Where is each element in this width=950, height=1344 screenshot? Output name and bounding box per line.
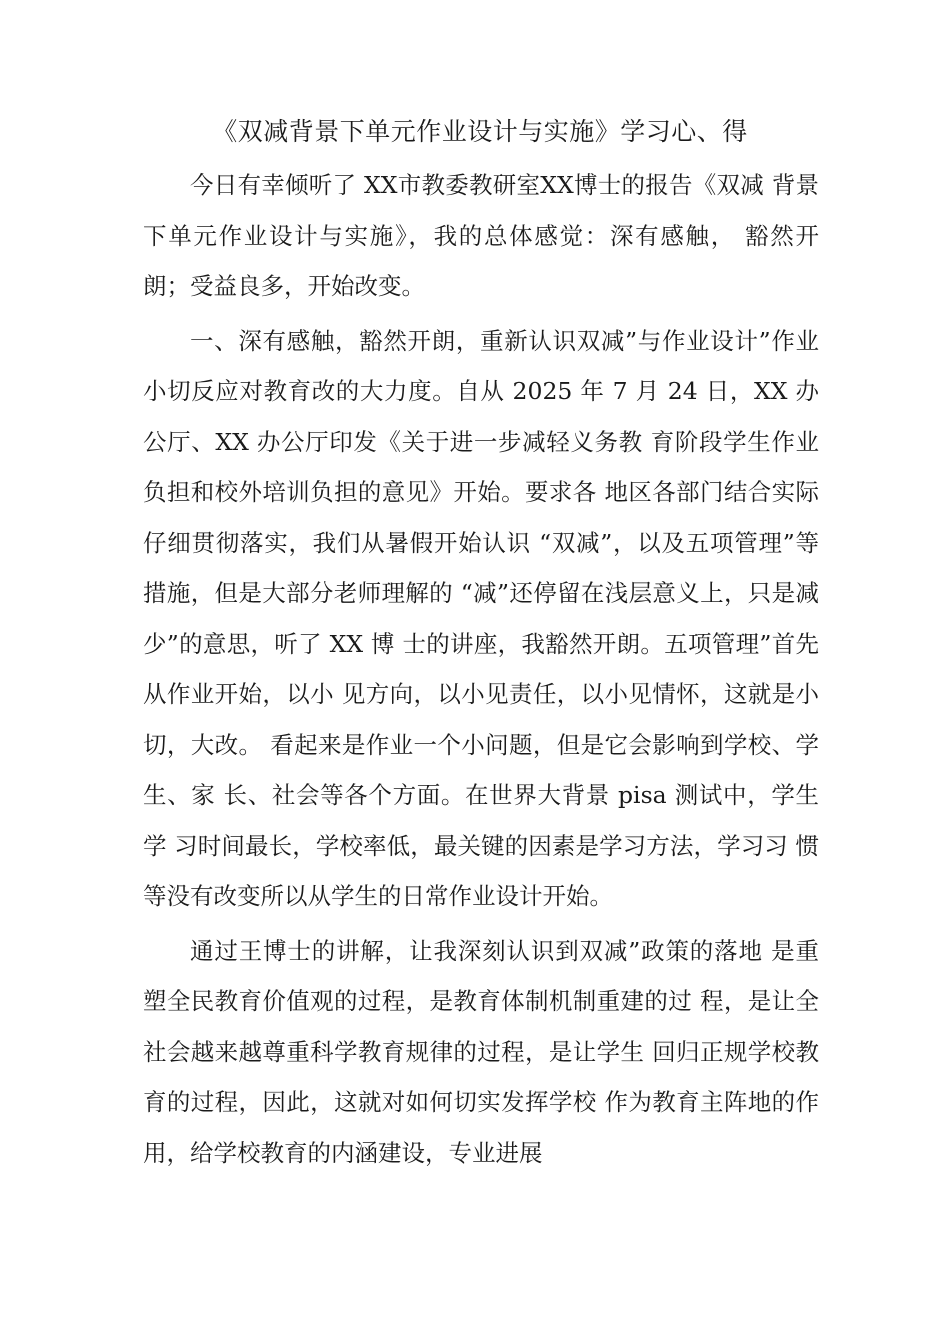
paragraph-section-one: 一、深有感触，豁然开朗，重新认识双减”与作业设计”作业小切反应对教育改的大力度。自从 2025 年 7 月 24 日，XX 办公厅、XX 办公厅印发《关于进一步减轻义务教 育阶段学生作业负担和校外培训负担的意见》开始。要求各 地区各部门结合实际仔细贯彻落实，我们从暑假开始认识 “双减”，以及五项管理”等措施，但是大部分老师理解的 “减”还停留在浅层意义上，只是减少”的意思，听了 XX 博 士的讲座，我豁然开朗。五项管理”首先从作业开始，以小 见方向，以小见责任，以小见情怀，这就是小切，大改。 看起来是作业一个小问题，但是它会影响到学校、学生、家 长、社会等各个方面。在世界大背景 pisa 测试中，学生学 习时间最长，学校率低，最关键的因素是学习方法，学习习 惯等没有改变所以从学生的日常作业设计开始。 [143, 326, 819, 910]
paragraph-reflection: 通过王博士的讲解，让我深刻认识到双减”政策的落地 是重塑全民教育价值观的过程，是教育体制机制重建的过 程，是让全社会越来越尊重科学教育规律的过程，是让学生 回归正规学校教育的过程，因此，这就对如何切实发挥学校 作为教育主阵地的作用，给学校教育的内涵建设，专业进展 [143, 936, 819, 1167]
document-body [143, 160, 819, 1178]
document-title: 《双减背景下单元作业设计与实施》学习心、得 [212, 117, 748, 146]
paragraph-intro: 今日有幸倾听了 XX市教委教研室XX博士的报告《双减 背景下单元作业设计与实施》，我的总体感觉：深有感触， 豁然开朗；受益良多，开始改变。 [143, 171, 819, 300]
